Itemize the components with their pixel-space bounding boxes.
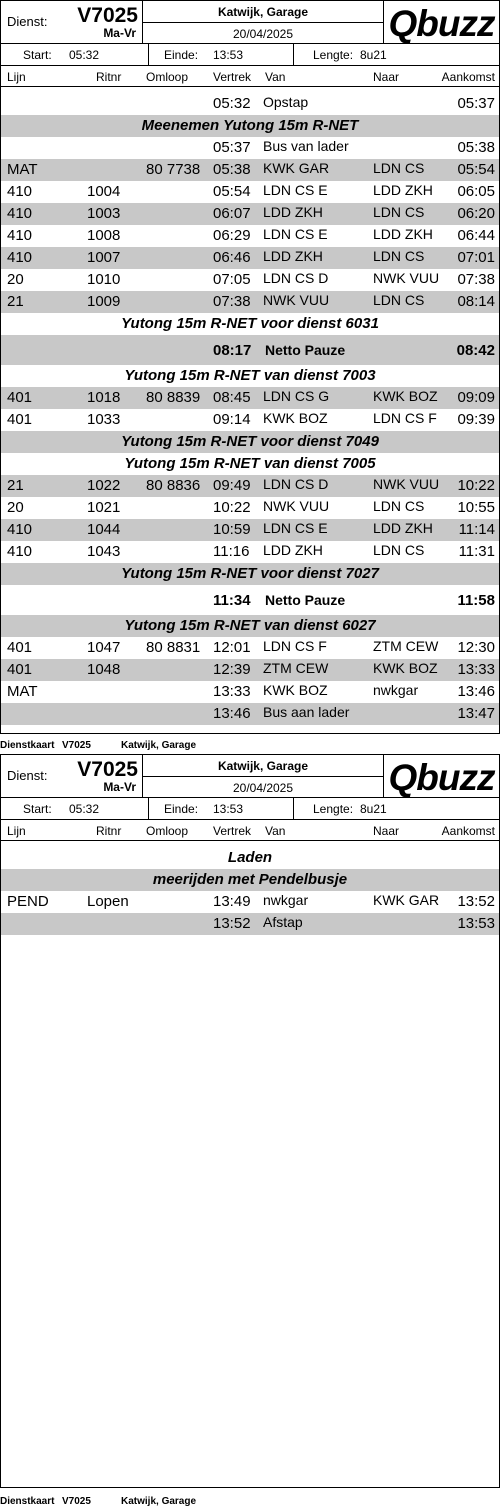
section-row <box>1 453 499 475</box>
cell-aankomst: 10:22 <box>457 477 495 494</box>
cell-lijn: 410 <box>7 521 33 538</box>
location: Katwijk, Garage <box>217 5 309 19</box>
col-aankomst: Aankomst <box>441 70 495 84</box>
cell-lijn: 20 <box>7 271 24 288</box>
cell-ritnr: 1004 <box>87 183 121 200</box>
footer-location: Katwijk, Garage <box>121 1496 197 1507</box>
cell-van: LDN CS F <box>263 638 327 654</box>
cell-vertrek: 13:46 <box>213 705 251 722</box>
lengte-label: Lengte: <box>313 802 354 816</box>
cell-naar: LDD ZKH <box>373 182 433 198</box>
section-row <box>1 615 499 637</box>
divider <box>148 798 149 819</box>
divider <box>293 44 294 65</box>
cell-aankomst: 10:55 <box>457 499 495 516</box>
cell-naar: ZTM CEW <box>373 638 439 654</box>
trip-row <box>1 913 499 935</box>
cell-lijn: 21 <box>7 477 24 494</box>
cell-aankomst: 07:01 <box>457 249 495 266</box>
section-row <box>1 847 499 869</box>
card-frame <box>0 754 500 1488</box>
cell-naar: LDN CS <box>373 542 425 558</box>
cell-lijn: MAT <box>7 161 38 178</box>
section-row <box>1 115 499 137</box>
cell-aankomst: 06:20 <box>457 205 495 222</box>
col-omloop: Omloop <box>146 824 189 838</box>
qbuzz-logo: Qbuzz <box>388 757 495 798</box>
cell-lijn: 401 <box>7 389 33 406</box>
cell-van: LDD ZKH <box>263 204 323 220</box>
card-header <box>1 755 499 798</box>
cell-naar: KWK BOZ <box>373 660 438 676</box>
cell-aankomst: 09:09 <box>457 389 495 406</box>
cell-vertrek: 06:46 <box>213 249 251 266</box>
cell-lijn: 410 <box>7 543 33 560</box>
qbuzz-logo: Qbuzz <box>388 3 495 44</box>
trip-row <box>1 203 499 225</box>
section-row <box>1 869 499 891</box>
cell-lijn: PEND <box>7 893 49 910</box>
pause-label: Netto Pauze <box>265 342 346 358</box>
col-ritnr: Ritnr <box>96 824 122 838</box>
cell-aankomst: 05:54 <box>457 161 495 178</box>
cell-ritnr: 1010 <box>87 271 121 288</box>
section-title: Yutong 15m R-NET van dienst 6027 <box>124 617 376 634</box>
trip-row <box>1 541 499 563</box>
cell-ritnr: 1018 <box>87 389 121 406</box>
cell-aankomst: 13:33 <box>457 661 495 678</box>
trip-row <box>1 891 499 913</box>
start-label: Start: <box>23 48 52 62</box>
cell-omloop: 80 7738 <box>146 161 201 178</box>
cell-lijn: 401 <box>7 639 33 656</box>
cell-lijn: 410 <box>7 183 33 200</box>
cell-van: NWK VUU <box>263 292 330 308</box>
cell-omloop: 80 8836 <box>146 477 201 494</box>
cell-vertrek: 08:45 <box>213 389 251 406</box>
lengte-value: 8u21 <box>360 802 387 816</box>
column-headers <box>1 820 499 841</box>
cell-ritnr: Lopen <box>87 893 129 910</box>
cell-ritnr: 1022 <box>87 477 121 494</box>
cell-van: ZTM CEW <box>263 660 329 676</box>
cell-van: LDN CS G <box>263 388 330 404</box>
cell-aankomst: 13:52 <box>457 893 495 910</box>
einde-label: Einde: <box>164 802 199 816</box>
cell-van: LDN CS D <box>263 476 329 492</box>
footer-label: Dienstkaart <box>0 1496 55 1507</box>
cell-van: LDN CS D <box>263 270 329 286</box>
cell-vertrek: 12:01 <box>213 639 251 656</box>
times-bar <box>1 44 499 66</box>
cell-van: LDN CS E <box>263 182 328 198</box>
cell-naar: LDN CS <box>373 204 425 220</box>
pause-start: 08:17 <box>213 342 252 359</box>
trip-row <box>1 387 499 409</box>
col-lijn: Lijn <box>7 70 26 84</box>
cell-vertrek: 05:54 <box>213 183 251 200</box>
cell-naar: LDN CS <box>373 292 425 308</box>
cell-ritnr: 1033 <box>87 411 121 428</box>
cell-naar: LDN CS <box>373 498 425 514</box>
trip-row <box>1 225 499 247</box>
trip-row <box>1 475 499 497</box>
date: 20/04/2025 <box>232 27 294 41</box>
cell-ritnr: 1043 <box>87 543 121 560</box>
cell-van: nwkgar <box>263 892 309 908</box>
footer-label: Dienstkaart <box>0 740 55 751</box>
cell-ritnr: 1047 <box>87 639 121 656</box>
cell-aankomst: 08:14 <box>457 293 495 310</box>
einde-time: 13:53 <box>213 48 244 62</box>
einde-label: Einde: <box>164 48 199 62</box>
cell-lijn: 20 <box>7 499 24 516</box>
trip-row <box>1 659 499 681</box>
cell-naar: KWK GAR <box>373 892 440 908</box>
cell-vertrek: 10:22 <box>213 499 251 516</box>
pause-start: 11:34 <box>213 592 251 609</box>
cell-ritnr: 1048 <box>87 661 121 678</box>
card-frame <box>0 0 500 734</box>
cell-van: LDD ZKH <box>263 542 323 558</box>
col-vertrek: Vertrek <box>213 70 252 84</box>
cell-lijn: 21 <box>7 293 24 310</box>
cell-aankomst: 13:46 <box>457 683 495 700</box>
cell-vertrek: 11:16 <box>213 543 250 560</box>
section-title: Meenemen Yutong 15m R-NET <box>141 117 359 134</box>
cell-aankomst: 05:38 <box>457 139 495 156</box>
footer-dienst: V7025 <box>62 1496 91 1507</box>
cell-ritnr: 1021 <box>87 499 121 516</box>
cell-aankomst: 06:05 <box>457 183 495 200</box>
section-title: Yutong 15m R-NET voor dienst 7027 <box>121 565 379 582</box>
cell-lijn: 410 <box>7 205 33 222</box>
cell-aankomst: 13:47 <box>457 705 495 722</box>
cell-aankomst: 09:39 <box>457 411 495 428</box>
cell-naar: LDN CS <box>373 248 425 264</box>
dienst-label: Dienst: <box>7 14 48 29</box>
cell-vertrek: 05:32 <box>213 95 251 112</box>
pause-end: 08:42 <box>456 342 495 359</box>
duty-rows <box>1 847 499 935</box>
section-title: Yutong 15m R-NET voor dienst 6031 <box>121 315 379 332</box>
pause-row <box>1 335 499 365</box>
col-omloop: Omloop <box>146 70 189 84</box>
section-row <box>1 563 499 585</box>
trip-row <box>1 637 499 659</box>
cell-van: Afstap <box>263 914 303 930</box>
column-headers <box>1 66 499 87</box>
cell-ritnr: 1003 <box>87 205 121 222</box>
cell-vertrek: 12:39 <box>213 661 251 678</box>
pause-label: Netto Pauze <box>265 592 346 608</box>
cell-naar: NWK VUU <box>373 476 440 492</box>
cell-omloop: 80 8839 <box>146 389 201 406</box>
cell-vertrek: 13:33 <box>213 683 251 700</box>
cell-van: NWK VUU <box>263 498 330 514</box>
cell-vertrek: 10:59 <box>213 521 251 538</box>
lengte-label: Lengte: <box>313 48 354 62</box>
cell-ritnr: 1007 <box>87 249 121 266</box>
trip-row <box>1 137 499 159</box>
cell-vertrek: 13:49 <box>213 893 251 910</box>
start-time: 05:32 <box>69 802 100 816</box>
col-ritnr: Ritnr <box>96 70 122 84</box>
location: Katwijk, Garage <box>217 759 309 773</box>
cell-vertrek: 09:14 <box>213 411 251 428</box>
section-row <box>1 365 499 387</box>
dienst-number: V7025 <box>77 4 138 27</box>
divider <box>142 776 384 777</box>
cell-lijn: MAT <box>7 683 38 700</box>
service-days: Ma-Vr <box>103 26 136 40</box>
footer-location: Katwijk, Garage <box>121 740 197 751</box>
section-row <box>1 431 499 453</box>
cell-aankomst: 06:44 <box>457 227 495 244</box>
col-aankomst: Aankomst <box>441 824 495 838</box>
card-header <box>1 1 499 44</box>
trip-row <box>1 519 499 541</box>
cell-van: KWK BOZ <box>263 410 328 426</box>
cell-aankomst: 05:37 <box>457 95 495 112</box>
cell-aankomst: 12:30 <box>457 639 495 656</box>
service-days: Ma-Vr <box>103 780 136 794</box>
divider <box>148 44 149 65</box>
cell-aankomst: 07:38 <box>457 271 495 288</box>
cell-naar: KWK BOZ <box>373 388 438 404</box>
cell-aankomst: 11:14 <box>458 521 495 538</box>
trip-row <box>1 93 499 115</box>
cell-naar: LDD ZKH <box>373 520 433 536</box>
cell-ritnr: 1044 <box>87 521 121 538</box>
cell-lijn: 410 <box>7 249 33 266</box>
cell-van: LDN CS E <box>263 520 328 536</box>
trip-row <box>1 703 499 725</box>
section-title: Yutong 15m R-NET voor dienst 7049 <box>121 433 379 450</box>
cell-vertrek: 05:37 <box>213 139 251 156</box>
trip-row <box>1 497 499 519</box>
einde-time: 13:53 <box>213 802 244 816</box>
section-title: Yutong 15m R-NET van dienst 7005 <box>124 455 376 472</box>
trip-row <box>1 269 499 291</box>
cell-omloop: 80 8831 <box>146 639 201 656</box>
cell-van: LDD ZKH <box>263 248 323 264</box>
dienst-label: Dienst: <box>7 768 48 783</box>
col-lijn: Lijn <box>7 824 26 838</box>
trip-row <box>1 181 499 203</box>
cell-naar: LDN CS <box>373 160 425 176</box>
footer-dienst: V7025 <box>62 740 91 751</box>
col-vertrek: Vertrek <box>213 824 252 838</box>
cell-van: KWK BOZ <box>263 682 328 698</box>
start-label: Start: <box>23 802 52 816</box>
cell-van: Bus aan lader <box>263 704 350 720</box>
lengte-value: 8u21 <box>360 48 387 62</box>
pause-row <box>1 585 499 615</box>
cell-naar: nwkgar <box>373 682 419 698</box>
section-title: meerijden met Pendelbusje <box>152 871 348 888</box>
cell-van: KWK GAR <box>263 160 330 176</box>
cell-aankomst: 11:31 <box>458 543 495 560</box>
cell-van: Opstap <box>263 94 309 110</box>
date: 20/04/2025 <box>232 781 294 795</box>
cell-vertrek: 09:49 <box>213 477 251 494</box>
cell-van: Bus van lader <box>263 138 349 154</box>
col-van: Van <box>265 824 286 838</box>
trip-row <box>1 291 499 313</box>
section-title: Laden <box>227 849 273 866</box>
cell-vertrek: 13:52 <box>213 915 251 932</box>
dienst-number: V7025 <box>77 758 138 781</box>
cell-lijn: 401 <box>7 411 33 428</box>
duty-rows <box>1 93 499 725</box>
cell-naar: LDD ZKH <box>373 226 433 242</box>
col-naar: Naar <box>373 824 400 838</box>
cell-lijn: 410 <box>7 227 33 244</box>
section-title: Yutong 15m R-NET van dienst 7003 <box>124 367 376 384</box>
cell-vertrek: 06:07 <box>213 205 251 222</box>
col-van: Van <box>265 70 286 84</box>
divider <box>293 798 294 819</box>
trip-row <box>1 681 499 703</box>
pause-end: 11:58 <box>457 592 495 609</box>
cell-lijn: 401 <box>7 661 33 678</box>
divider <box>142 22 384 23</box>
cell-ritnr: 1009 <box>87 293 121 310</box>
section-row <box>1 313 499 335</box>
cell-naar: LDN CS F <box>373 410 437 426</box>
col-naar: Naar <box>373 70 400 84</box>
cell-vertrek: 06:29 <box>213 227 251 244</box>
trip-row <box>1 247 499 269</box>
cell-naar: NWK VUU <box>373 270 440 286</box>
trip-row <box>1 409 499 431</box>
cell-aankomst: 13:53 <box>457 915 495 932</box>
cell-vertrek: 05:38 <box>213 161 251 178</box>
trip-row <box>1 159 499 181</box>
cell-van: LDN CS E <box>263 226 328 242</box>
cell-ritnr: 1008 <box>87 227 121 244</box>
times-bar <box>1 798 499 820</box>
cell-vertrek: 07:05 <box>213 271 251 288</box>
start-time: 05:32 <box>69 48 100 62</box>
cell-vertrek: 07:38 <box>213 293 251 310</box>
